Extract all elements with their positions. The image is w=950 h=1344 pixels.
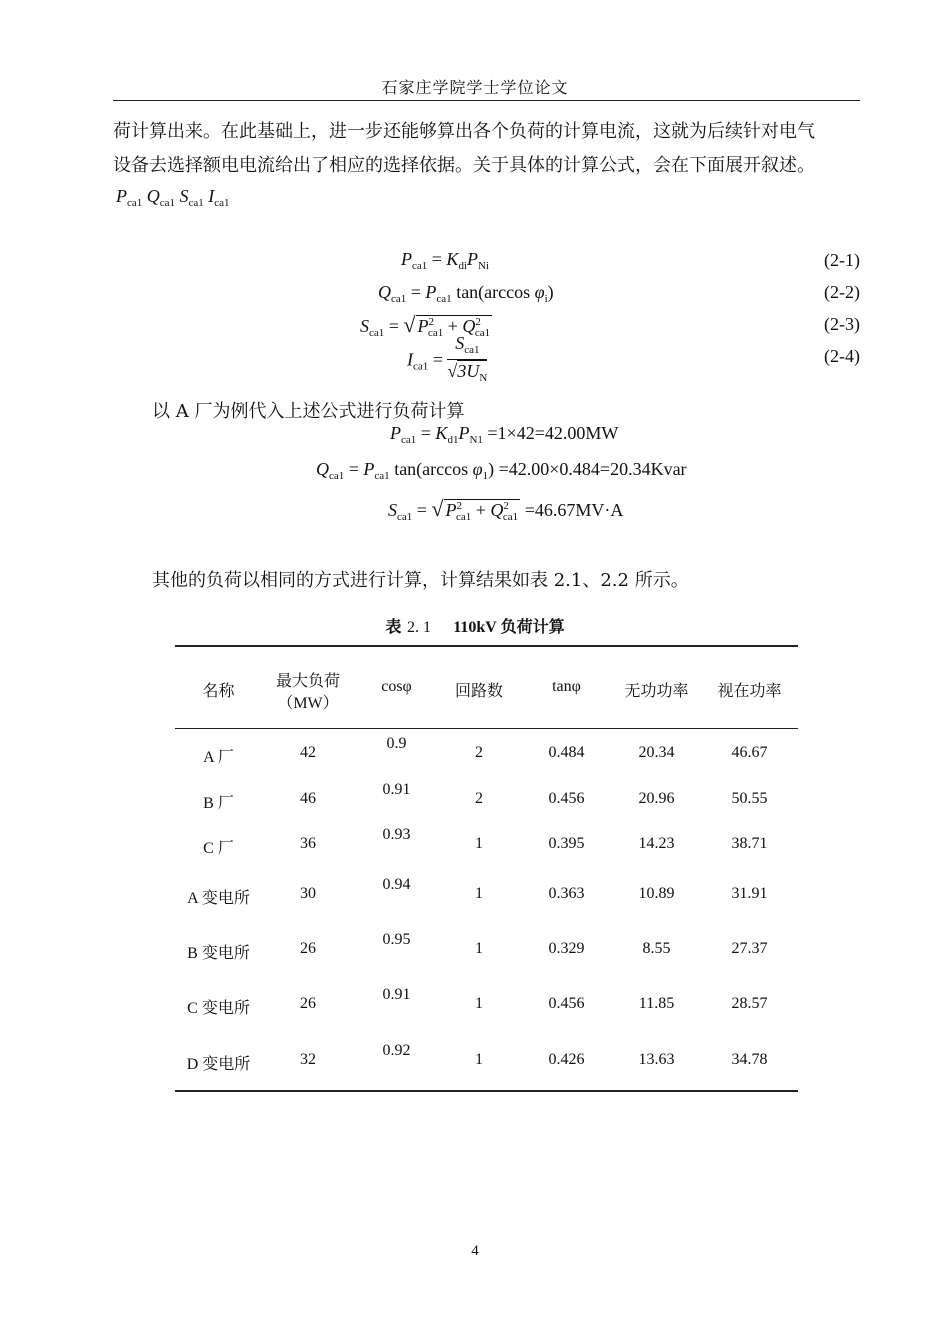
example-s-result: =46.67MV·A [524, 500, 624, 520]
cell-name: B 变电所 [187, 945, 250, 962]
cell-circuits: 1 [475, 940, 483, 957]
table-caption [0, 614, 950, 637]
cell-tan: 0.395 [548, 835, 585, 852]
cell-cos: 0.91 [382, 781, 411, 798]
cell-circuits: 2 [475, 790, 483, 807]
cell-max-load: 32 [300, 1051, 316, 1068]
cell-tan: 0.426 [548, 1051, 585, 1068]
cell-max-load: 26 [300, 940, 316, 957]
equation-2-3: $S_{ca1}$ = √ $P^2_{ca1} + Q^2_{ca1}$ [360, 312, 491, 339]
cell-name: C 厂 [203, 840, 234, 857]
summary-text: 其他的负荷以相同的方式进行计算，计算结果如表 2.1、2.2 所示。 [152, 570, 689, 591]
equation-2-1: $P_{ca1} = K_{di}P_{Ni}$ [401, 249, 489, 272]
example-s-calc: $S_{ca1}$ = √ $P^2_{ca1} + Q^2_{ca1} =46.67MV\cdot A$ [388, 496, 624, 523]
cell-circuits: 1 [475, 1051, 483, 1068]
header-reactive-power: 无功功率 [624, 683, 689, 700]
cell-cos: 0.9 [386, 735, 407, 752]
cell-cos: 0.93 [382, 826, 411, 843]
cell-circuits: 1 [475, 835, 483, 852]
cell-apparent-power: 38.71 [731, 835, 768, 852]
cell-tan: 0.456 [548, 790, 585, 807]
table-header-rule [175, 728, 798, 729]
cell-apparent-power: 31.91 [731, 885, 768, 902]
equation-number: (2-3) [824, 314, 860, 334]
intro-line-2: 设备去选择额电电流给出了相应的选择依据。关于具体的计算公式，会在下面展开叙述。 [113, 155, 815, 176]
intro-line-1: 荷计算出来。在此基础上，进一步还能够算出各个负荷的计算电流，这就为后续针对电气 [113, 121, 815, 142]
equation-2-2: $Q_{ca1} = P_{ca1}$ tan(arccos $\varphi_i$) [378, 282, 554, 305]
header-cos: cosφ [381, 678, 412, 695]
cell-cos: 0.92 [382, 1042, 411, 1059]
cell-reactive-power: 20.34 [638, 744, 675, 761]
cell-reactive-power: 20.96 [638, 790, 675, 807]
header-rule [113, 100, 860, 101]
cell-cos: 0.95 [382, 931, 411, 948]
cell-circuits: 1 [475, 885, 483, 902]
cell-max-load: 46 [300, 790, 316, 807]
cell-max-load: 36 [300, 835, 316, 852]
cell-tan: 0.484 [548, 744, 585, 761]
header-apparent-power: 视在功率 [717, 683, 782, 700]
equation-2-4: $I_{ca1}$ = $\frac{S_{ca1}}{√3U_N}$ [407, 333, 488, 384]
cell-name: C 变电所 [187, 1000, 250, 1017]
equation-number: (2-1) [824, 250, 860, 270]
page-number: 4 [471, 1243, 479, 1259]
cell-apparent-power: 28.57 [731, 995, 768, 1012]
intro-symbols: $P_{ca1}$ $Q_{ca1}$ $S_{ca1}$ $I_{ca1}$ [116, 186, 230, 209]
cell-tan: 0.363 [548, 885, 585, 902]
cell-name: B 厂 [203, 795, 234, 812]
cell-reactive-power: 10.89 [638, 885, 675, 902]
cell-apparent-power: 34.78 [731, 1051, 768, 1068]
example-intro: 以 A 厂为例代入上述公式进行负荷计算 [152, 401, 465, 422]
header-name: 名称 [202, 683, 235, 700]
cell-cos: 0.91 [382, 986, 411, 1003]
cell-cos: 0.94 [382, 876, 411, 893]
cell-name: A 厂 [203, 749, 234, 766]
cell-tan: 0.329 [548, 940, 585, 957]
cell-reactive-power: 13.63 [638, 1051, 675, 1068]
cell-max-load: 30 [300, 885, 316, 902]
cell-name: D 变电所 [186, 1056, 251, 1073]
cell-max-load: 26 [300, 995, 316, 1012]
table-bottom-rule [175, 1090, 798, 1092]
cell-tan: 0.456 [548, 995, 585, 1012]
header-tan: tanφ [552, 678, 581, 695]
cell-circuits: 2 [475, 744, 483, 761]
table-caption-title: 110kV 负荷计算 [453, 619, 565, 636]
equation-number: (2-4) [824, 346, 860, 366]
example-q-result: =42.00×0.484=20.34Kvar [498, 459, 687, 479]
equation-number: (2-2) [824, 282, 860, 302]
example-q-calc: $Q_{ca1} = P_{ca1}$ tan(arccos $\varphi_1$) =42.00×0.484=20.34Kvar [316, 459, 687, 482]
cell-reactive-power: 14.23 [638, 835, 675, 852]
cell-name: A 变电所 [187, 890, 250, 907]
header-max-load: 最大负荷 [275, 673, 340, 690]
cell-reactive-power: 11.85 [638, 995, 675, 1012]
table-caption-number: 2. 1 [407, 619, 431, 636]
cell-reactive-power: 8.55 [642, 940, 671, 957]
cell-circuits: 1 [475, 995, 483, 1012]
header-circuits: 回路数 [454, 683, 503, 700]
cell-apparent-power: 50.55 [731, 790, 768, 807]
cell-max-load: 42 [300, 744, 316, 761]
cell-apparent-power: 27.37 [731, 940, 768, 957]
header-max-load-unit: （MW） [277, 695, 339, 712]
cell-apparent-power: 46.67 [731, 744, 768, 761]
table-caption-prefix: 表 [385, 619, 402, 636]
example-p-result: =1×42=42.00MW [487, 423, 619, 443]
table-top-rule [175, 645, 798, 647]
page-header-title: 石家庄学院学士学位论文 [381, 78, 569, 97]
example-p-calc: $P_{ca1} = K_{d1}P_{N1} =1\times 42=42.00MW$ [390, 423, 619, 446]
